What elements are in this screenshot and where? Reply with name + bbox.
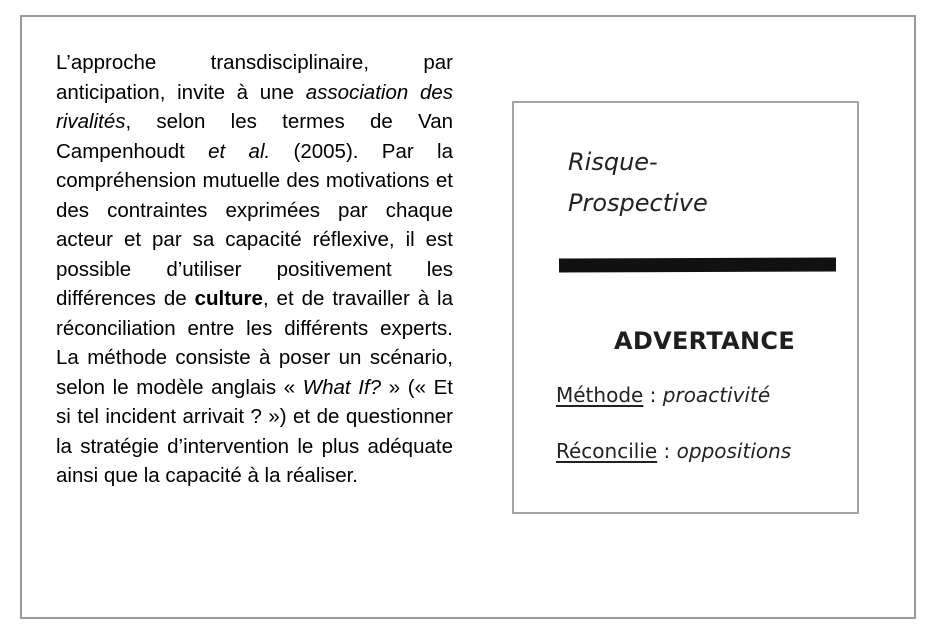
text-segment: , selon les termes de Van Campenhoudt	[56, 110, 453, 163]
emphasis-association: association des rivalités	[56, 80, 454, 133]
text-segment: L’approche transdisciplinaire, par anticipation, invite à une	[56, 51, 453, 104]
text-segment: , et de travailler à la réconciliation entre les différents experts. La méthode consiste à poser un scénario, selon le modèle anglais «	[56, 287, 453, 399]
divider-bar	[559, 258, 836, 273]
emphasis-what-if: What If?	[302, 375, 382, 399]
emphasis-et-al: et al.	[208, 139, 271, 163]
item-reconcilie	[556, 439, 791, 463]
title-line-2: Prospective	[568, 189, 708, 217]
main-paragraph	[56, 48, 453, 491]
side-box-heading: ADVERTANCE	[613, 327, 796, 355]
text-segment: (2005). Par la compréhension mutuelle des motivations et des contraintes exprimées par chaque acteur et par sa capacité réflexive, il est possible d’utiliser positivement les différences de	[56, 139, 453, 310]
item-value: proactivité	[662, 383, 771, 407]
item-label: Méthode	[556, 383, 644, 407]
title-line-1: Risque-	[568, 148, 658, 176]
item-label: Réconcilie	[556, 439, 658, 463]
item-value: oppositions	[676, 439, 792, 463]
text-segment: » (« Et si tel incident arrivait ? ») et de questionner la stratégie d’intervention le plus adéquate ainsi que la capacité à la réaliser.	[56, 375, 453, 487]
side-box-title	[568, 142, 708, 224]
item-separator: :	[643, 383, 663, 407]
bold-culture: culture	[194, 287, 263, 310]
item-separator: :	[657, 439, 677, 463]
item-methode	[556, 383, 770, 407]
